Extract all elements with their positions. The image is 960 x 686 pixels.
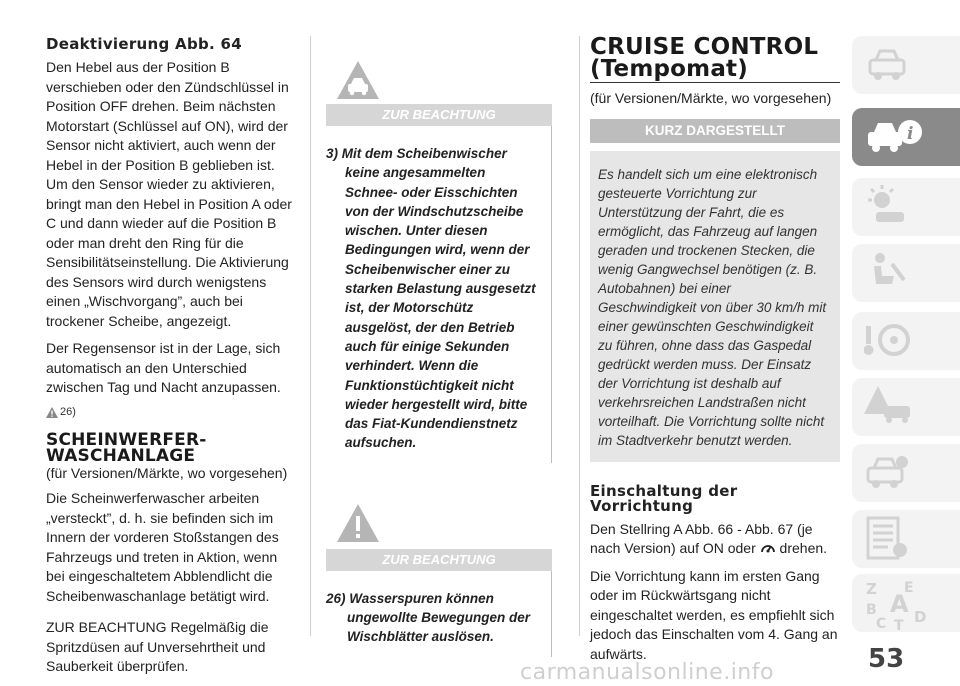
warning-number: 26) xyxy=(326,590,346,606)
paragraph: Der Regensensor ist in der Lage, sich automatisch an den Unterschied zwischen Tag und Nacht anzupassen. xyxy=(46,340,281,395)
subtitle: (für Versionen/Märkte, wo vorgesehen) xyxy=(46,464,288,481)
cruise-control-icon xyxy=(760,541,776,555)
warning-text xyxy=(326,126,552,463)
paragraph: Den Hebel aus der Position B verschieben oder den Zündschlüssel in Position OFF drehen. Beim nächsten Motorstart (Schlüssel auf ON), wird der Sensor nicht aktiviert, auch wenn der Hebel in der Position B geblieben ist. Um den Sensor wieder zu aktivieren, bringt man den Hebel in Position A oder C und dann wieder auf die Position B oder man dreht den Ring für die Sensibilitätseinstellung. Die Aktivierung des Sensors wird durch wenigstens einen „Wischvorgang”, auch bei trockener Scheibe, angezeigt. xyxy=(46,59,292,329)
exclamation-warning-icon xyxy=(336,503,380,543)
tab-dashboard[interactable] xyxy=(852,36,960,94)
tab-car-info[interactable] xyxy=(852,108,960,166)
middle-column xyxy=(322,36,568,657)
svg-text:B: B xyxy=(866,602,877,618)
steering-key-icon xyxy=(864,318,912,362)
warning-header: ZUR BEACHTUNG xyxy=(326,549,552,571)
paragraph: Die Vorrichtung kann im ersten Gang oder im Rückwärtsgang nicht eingeschaltet werden, es empfiehlt sich jedoch das Einschalten vom 4. Gang an aufwärts. xyxy=(590,567,838,662)
svg-text:i: i xyxy=(907,124,914,144)
paragraph xyxy=(590,520,840,559)
section-heading-einschaltung xyxy=(590,481,840,515)
warning-number: 3) xyxy=(326,146,339,161)
title-underline xyxy=(590,82,840,83)
warning-body-text: Mit dem Scheibenwischer keine angesammelten Schnee- oder Eisschichten von der Windschutzscheibe wischen. Unter diesen Bedingungen wird, wenn der Scheibenwischer einer zu starken Belastung ausgesetzt ist, der Motorschütz ausgelöst, der den Betrieb auch für einige Sekunden verhindert. Wenn die Funktionstüchtigkeit nicht wieder hergestellt wird, bitte das Fiat-Kundendienstnetz aufsuchen. xyxy=(341,146,536,451)
warning-car-icon xyxy=(864,384,912,428)
car-warning-icon xyxy=(336,60,380,100)
subtitle: (für Versionen/Märkte, wo vorgesehen) xyxy=(590,90,832,106)
paragraph: ZUR BEACHTUNG Regelmäßig die Spritzdüsen auf Unversehrtheit und Sauberkeit überprüfen. xyxy=(46,619,269,674)
watermark: carmanualsonline.info xyxy=(520,660,774,685)
index-letters-icon xyxy=(864,580,944,630)
tab-technical-data[interactable] xyxy=(852,510,960,568)
svg-text:D: D xyxy=(914,608,927,626)
svg-text:E: E xyxy=(904,580,914,596)
car-dashboard-icon xyxy=(864,42,912,86)
left-column xyxy=(46,36,298,685)
warning-box xyxy=(326,479,552,657)
column-divider xyxy=(310,36,311,636)
svg-text:C: C xyxy=(876,616,887,630)
tab-safety[interactable] xyxy=(852,244,960,302)
paragraph: Die Scheinwerferwascher arbeiten „versteckt”, d. h. sie befinden sich im Innern der vorderen Stoßstangen des Fahrzeugs und treten in Aktion, wenn bei eingeschaltetem Abblendlicht die Scheibenwaschanlage betätigt wird. xyxy=(46,490,279,604)
svg-text:T: T xyxy=(894,618,904,630)
warning-body-text: Wasserspuren können ungewollte Bewegungen der Wischblätter auslösen. xyxy=(347,590,531,645)
summary-text: Es handelt sich um eine elektronisch gesteuerte Vorrichtung zur Unterstützung der Fahrt, die es ermöglicht, das Fahrzeug auf langen geraden und trockenen Stecken, die wenig Gangwechsel benötigen (z. B. Autobahnen) bei einer Geschwindigkeit von über 30 km/h mit einer gewünschten Geschwindigkeit zu führen, ohne dass das Gaspedal gedrückt werden muss. Der Einsatz der Vorrichtung ist deshalb auf verkehrsreichen Landstraßen nicht vorteilhaft. Die Vorrichtung sollte nicht im Stadtverkehr benutzt werden. xyxy=(590,151,840,462)
car-info-icon xyxy=(864,114,924,158)
heading-line: WASCHANLAGE xyxy=(46,445,196,466)
heading-line: Vorrichtung xyxy=(590,496,694,515)
svg-text:A: A xyxy=(890,590,909,618)
lights-icon xyxy=(864,184,912,228)
car-service-icon xyxy=(864,450,912,494)
paragraph-text: Den Stellring A Abb. 66 - Abb. 67 (je nach Version) auf ON oder xyxy=(590,520,813,556)
warning-header: ZUR BEACHTUNG xyxy=(326,104,552,126)
heading-line: Einschaltung der xyxy=(590,481,738,500)
tab-starting-driving[interactable] xyxy=(852,312,960,370)
warning-icon xyxy=(46,407,58,418)
chapter-title xyxy=(590,36,840,80)
exclamation-warning-icon-wrap xyxy=(326,479,552,543)
note-reference[interactable] xyxy=(46,406,298,418)
title-line: (Tempomat) xyxy=(590,56,748,82)
heading-line: SCHEINWERFER- xyxy=(46,429,207,450)
tab-emergency[interactable] xyxy=(852,378,960,436)
svg-text:Z: Z xyxy=(866,580,877,598)
section-heading-scheinwerfer xyxy=(46,429,298,466)
column-divider xyxy=(579,36,580,636)
page-number: 53 xyxy=(868,644,905,674)
technical-data-icon xyxy=(864,516,912,560)
paragraph-text: drehen. xyxy=(779,540,828,556)
tab-index[interactable] xyxy=(852,574,960,632)
warning-box xyxy=(326,36,552,463)
car-warning-icon-wrap xyxy=(326,36,552,100)
right-column xyxy=(590,36,840,672)
note-ref-label: 26) xyxy=(60,405,76,418)
tab-lights[interactable] xyxy=(852,178,960,236)
section-heading-deaktivierung: Deaktivierung Abb. 64 xyxy=(46,35,243,53)
summary-header: KURZ DARGESTELLT xyxy=(590,119,840,143)
seat-airbag-icon xyxy=(864,250,912,294)
title-line: CRUISE CONTROL xyxy=(590,34,819,60)
tab-maintenance[interactable] xyxy=(852,444,960,502)
warning-text xyxy=(326,571,552,657)
